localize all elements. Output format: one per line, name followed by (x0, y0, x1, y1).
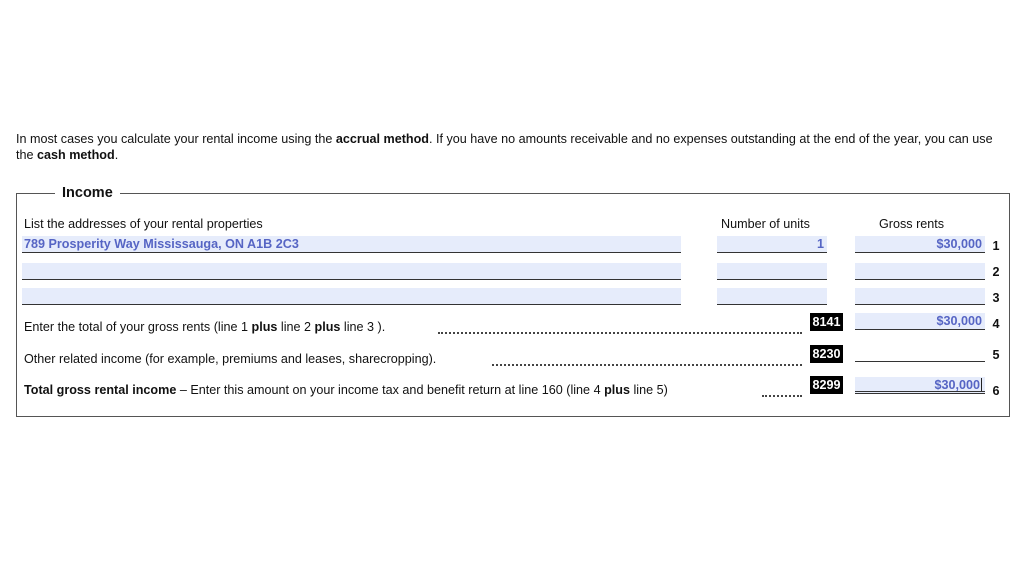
code-8230-badge: 8230 (810, 345, 843, 363)
rent-field-2[interactable] (855, 263, 985, 280)
line5-dot-leader (492, 352, 802, 366)
total-gross-rental-income-field[interactable]: $30,000 (855, 377, 985, 394)
units-field-2[interactable] (717, 263, 827, 280)
rent-field-3[interactable] (855, 288, 985, 305)
accrual-method-text: accrual method (335, 132, 429, 146)
line-number-3: 3 (992, 291, 1000, 305)
intro-text-3: . (114, 148, 119, 162)
intro-text-2: . If you have no amounts receivable and no expenses outstanding at the end of the year, you can use the (16, 132, 993, 162)
line-number-1: 1 (992, 239, 1000, 253)
code-8141-badge: 8141 (810, 313, 843, 331)
gross-rents-header: Gross rents (879, 217, 945, 231)
address-field-2[interactable] (22, 263, 681, 280)
other-income-field[interactable] (855, 345, 985, 362)
units-field-3[interactable] (717, 288, 827, 305)
code-8299-badge: 8299 (810, 376, 843, 394)
units-field-1[interactable]: 1 (717, 236, 827, 253)
intro-text-1: In most cases you calculate your rental income using the (16, 132, 336, 146)
addresses-header: List the addresses of your rental properties (24, 217, 263, 231)
line-number-5: 5 (992, 348, 1000, 362)
line6-dot-leader (762, 383, 802, 397)
line5-description: Other related income (for example, premiums and leases, sharecropping). (24, 352, 437, 366)
income-legend: Income (55, 184, 120, 202)
cash-method-text: cash method (37, 148, 115, 162)
intro-paragraph (16, 131, 1006, 163)
rent-field-1[interactable]: $30,000 (855, 236, 985, 253)
line4-description: Enter the total of your gross rents (line 1 plus line 2 plus line 3 ). (24, 320, 386, 334)
line-number-4: 4 (992, 317, 1000, 331)
units-header: Number of units (721, 217, 810, 231)
total-gross-rents-field[interactable]: $30,000 (855, 313, 985, 330)
address-field-1[interactable]: 789 Prosperity Way Mississauga, ON A1B 2C3 (22, 236, 681, 253)
line-number-2: 2 (992, 265, 1000, 279)
line-number-6: 6 (992, 384, 1000, 398)
text-cursor (981, 378, 982, 391)
line6-description: Total gross rental income – Enter this amount on your income tax and benefit return at line 160 (line 4 plus line 5) (24, 383, 668, 397)
address-field-3[interactable] (22, 288, 681, 305)
line4-dot-leader (438, 320, 802, 334)
